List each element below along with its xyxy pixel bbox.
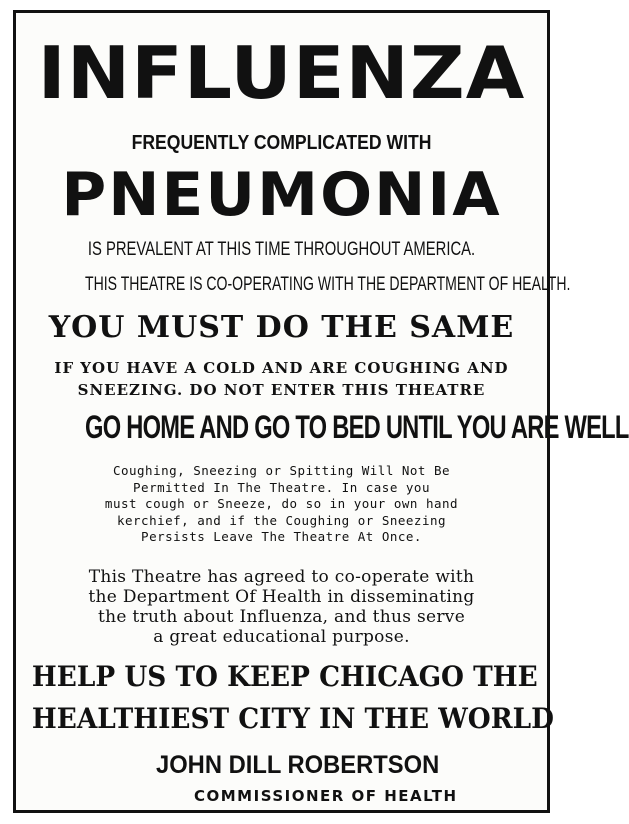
cooperation-line: This Theatre has agreed to co-operate with (88, 567, 475, 587)
cooperation-paragraph (16, 567, 547, 647)
help-line-1: HELP US TO KEEP CHICAGO THE (31, 660, 538, 693)
influenza-poster (13, 10, 629, 813)
coughing-line: must cough or Sneeze, do so in your own hand (104, 496, 459, 511)
poster-title: INFLUENZA (37, 31, 526, 115)
poster-title-pneumonia: PNEUMONIA (61, 160, 502, 230)
cooperation-line: a great educational purpose. (153, 627, 410, 647)
if-cold-line-1: IF YOU HAVE A COLD AND ARE COUGHING AND (54, 359, 509, 377)
coughing-paragraph (16, 463, 547, 546)
if-cold-line-2: SNEEZING. DO NOT ENTER THIS THEATRE (77, 381, 486, 399)
coughing-line: Coughing, Sneezing or Spitting Will Not Be (112, 463, 451, 478)
coughing-line: Persists Leave The Theatre At Once. (141, 529, 422, 544)
must-do-heading: YOU MUST DO THE SAME (48, 310, 515, 345)
go-home-heading: GO HOME AND GO TO BED UNTIL YOU ARE WELL (85, 409, 629, 445)
coughing-line: kerchief, and if the Coughing or Sneezing (116, 512, 447, 528)
coughing-line: Permitted In The Theatre. In case you (133, 479, 430, 495)
help-line-2: HEALTHIEST CITY IN THE WORLD (31, 702, 554, 735)
signer-name: JOHN DILL ROBERTSON (156, 751, 440, 779)
poster-subtitle: FREQUENTLY COMPLICATED WITH (131, 132, 432, 154)
signer-title: COMMISSIONER OF HEALTH (194, 787, 458, 805)
cooperating-line: THIS THEATRE IS CO-OPERATING WITH THE DEPARTMENT OF HEALTH. (85, 274, 571, 295)
cooperation-line: the truth about Influenza, and thus serve (97, 607, 466, 627)
prevalent-line: IS PREVALENT AT THIS TIME THROUGHOUT AMERICA. (87, 239, 476, 260)
cooperation-line: the Department Of Health in disseminating (88, 587, 475, 607)
